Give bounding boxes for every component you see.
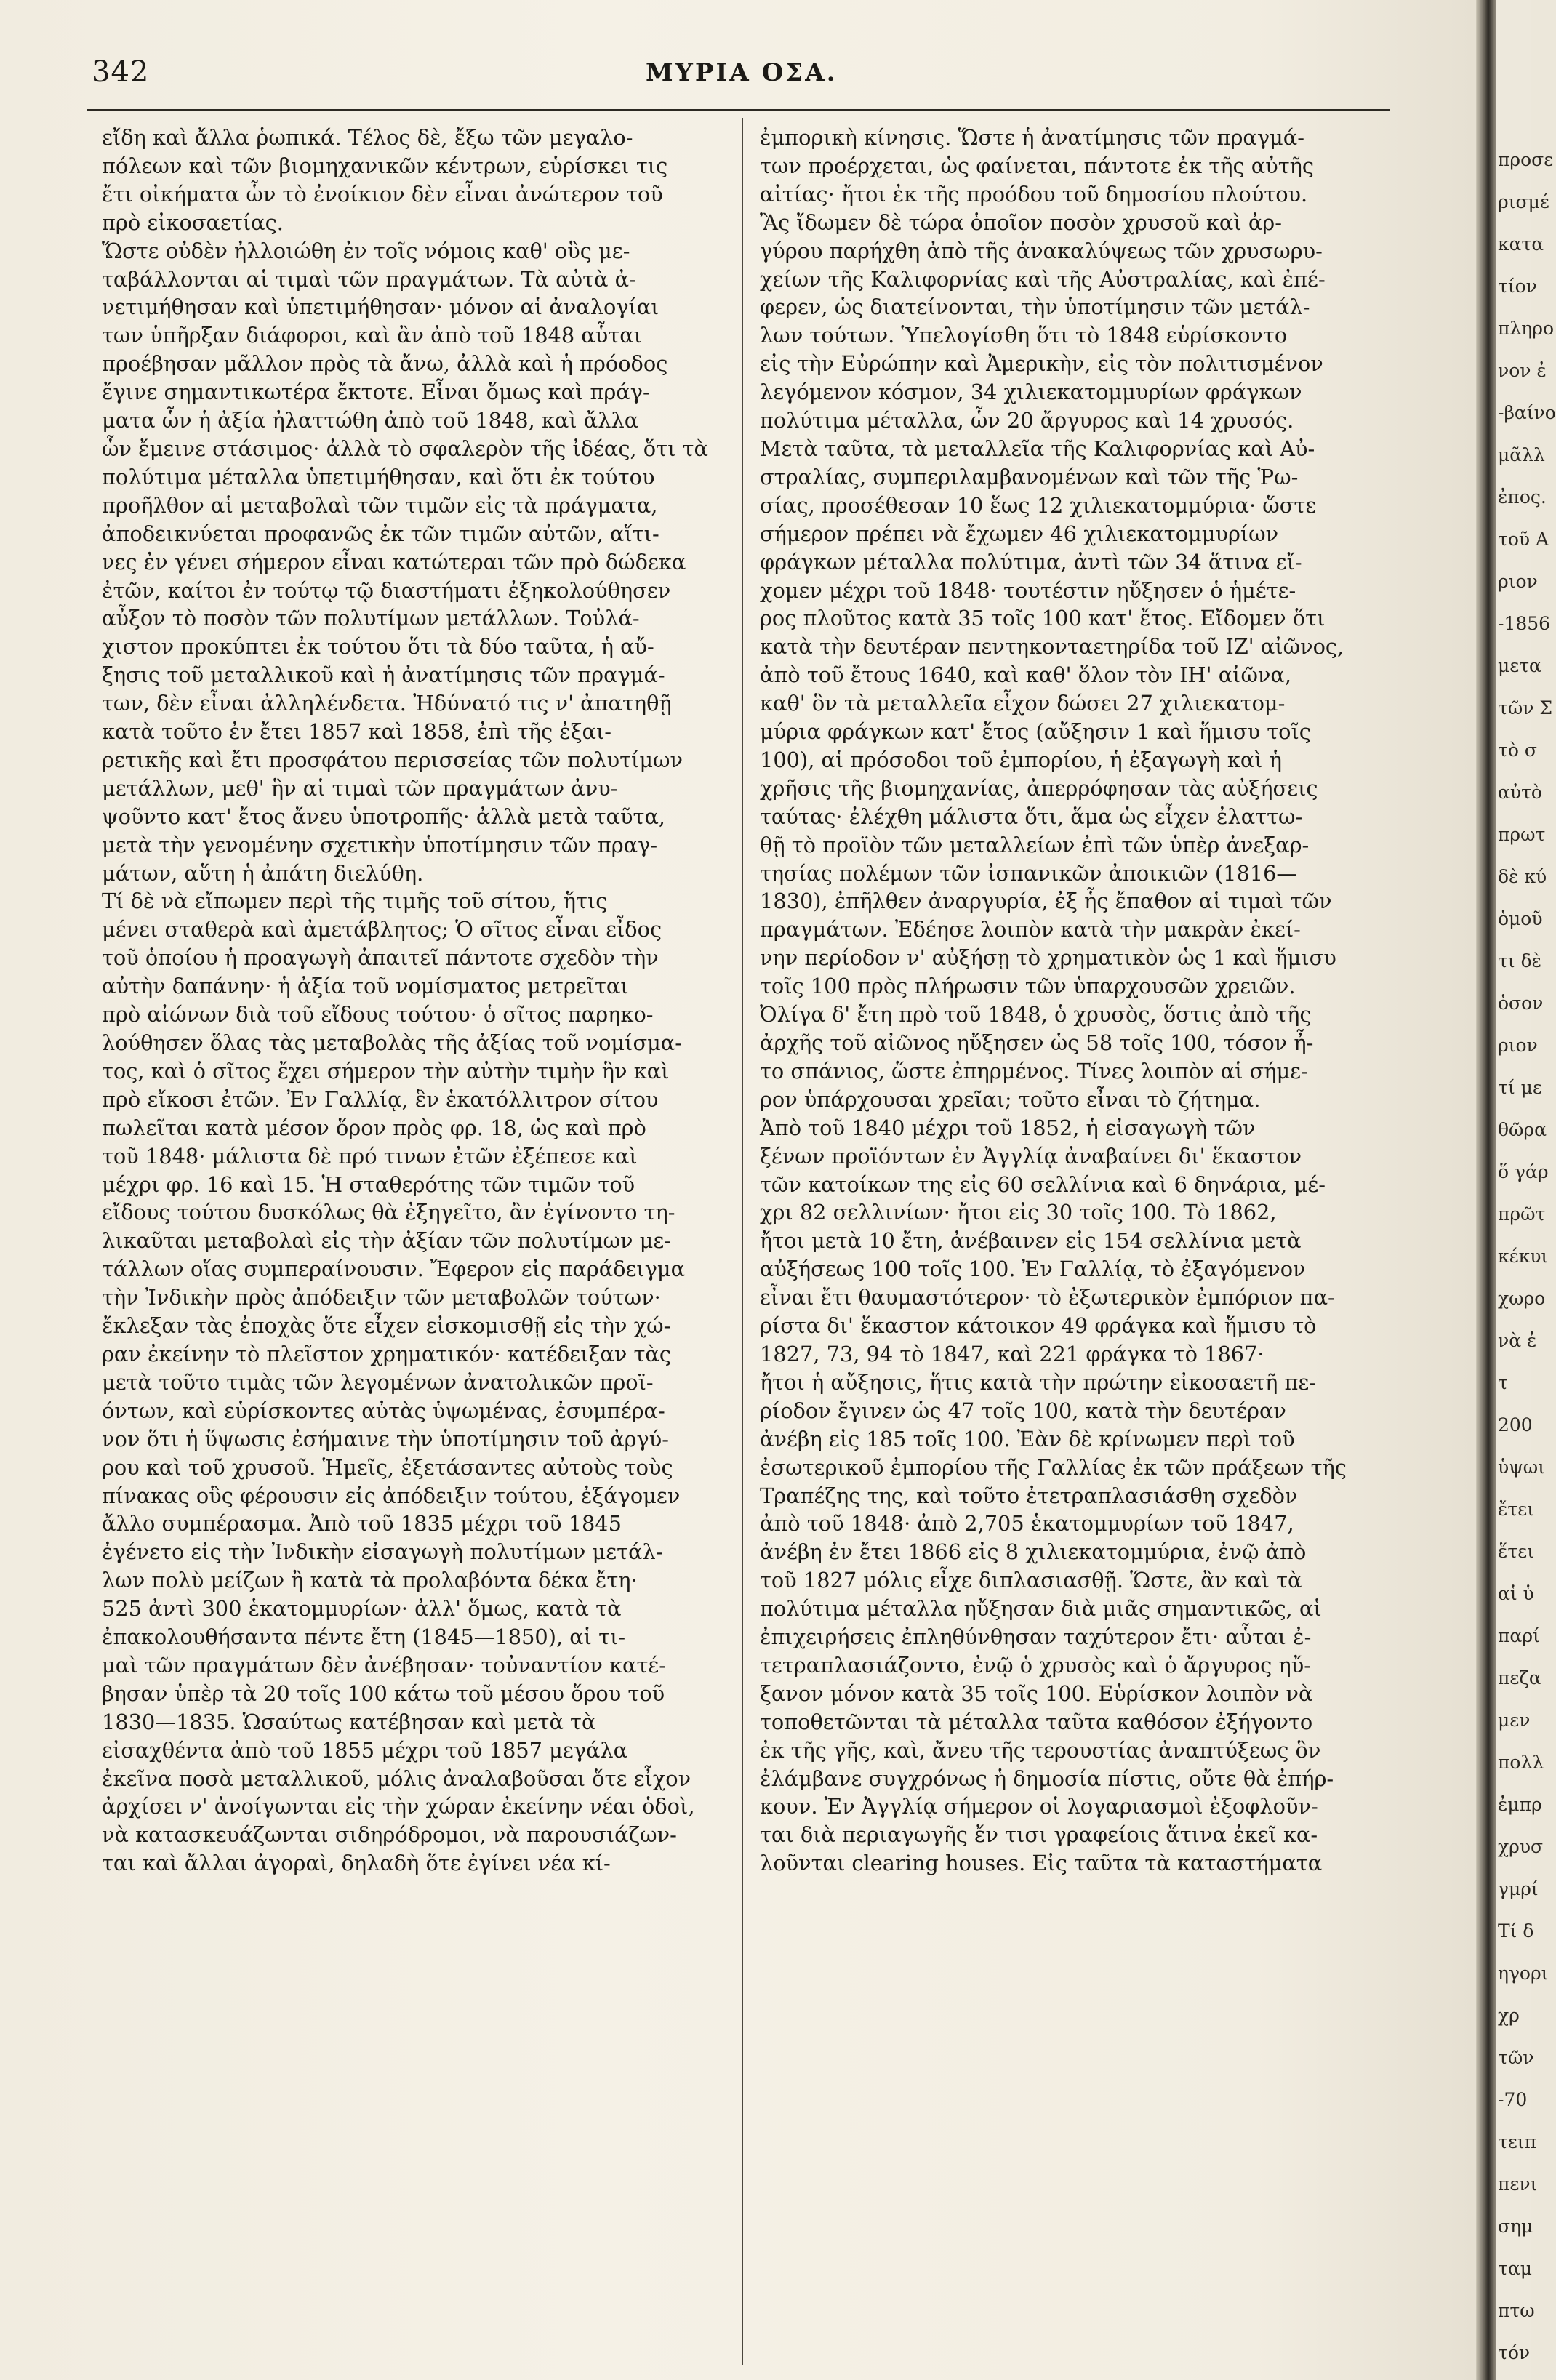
adjacent-page-fragment: μετα: [1498, 655, 1541, 676]
adjacent-page-fragment: πληρο: [1498, 318, 1555, 339]
paragraph: Ἀπὸ τοῦ 1840 μέχρι τοῦ 1852, ἡ εἰσαγωγὴ τῶν ξένων προϊόντων ἐν Ἀγγλίᾳ ἀναβαίνει δι' ἕκαστον τῶν κατοίκων της εἰς 60 σελλίνια καὶ 6 δηνάρια, μέ- χρι 82 σελλινίων· ἤτοι εἰς 30 τοῖς 100. Τὸ 1862, ἤτοι μετὰ 10 ἔτη, ἀνέβαινεν εἰς 154 σελλίνια μετὰ αὐξήσεως 100 τοῖς 100. Ἐν Γαλλίᾳ, τὸ ἐξαγόμενον εἶναι ἔτι θαυμαστότερον· τὸ ἐξωτερικὸν ἐμπόριον πα- ρίστα δι' ἕκαστον κάτοικον 49 φράγκα καὶ ἥμισυ τὸ 1827, 73, 94 τὸ 1847, καὶ 221 φράγκα τὸ 1867· ἤτοι ἡ αὔξησις, ἥτις κατὰ τὴν πρώτην εἰκοσαετῆ πε- ρίοδον ἔγινεν ὡς 47 τοῖς 100, κατὰ τὴν δευτέραν ἀνέβη εἰς 185 τοῖς 100. Ἐὰν δὲ κρίνωμεν περὶ τοῦ ἐσωτερικοῦ ἐμπορίου τῆς Γαλλίας ἐκ τῶν πράξεων τῆς Τραπέζης της, καὶ τοῦτο ἐτετραπλασιάσθη σχεδὸν ἀπὸ τοῦ 1848· ἀπὸ 2,705 ἑκατομμυρίων τοῦ 1847, ἀνέβη ἐν ἔτει 1866 εἰς 8 χιλιεκατομμύρια, ἐνῷ ἀπὸ τοῦ 1827 μόλις εἶχε διπλασιασθῇ. Ὥστε, ἂν καὶ τὰ πολύτιμα μέταλλα ηὔξησαν διὰ μιᾶς σημαντικῶς, αἱ ἐπιχειρήσεις ἐπληθύνθησαν ταχύτερον ἔτι· αὗται ἐ- τετραπλασιάζοντο, ἐνῷ ὁ χρυσὸς καὶ ὁ ἄργυρος ηὔ- ξανον μόνον κατὰ 35 τοῖς 100. Εὑρίσκον λοιπὸν νὰ τοποθετῶνται τὰ μέταλλα ταῦτα καθόσον ἐξήγοντο ἐκ τῆς γῆς, καὶ, ἄνευ τῆς τερουστίας ἀναπτύξεως ὃν ἐλάμβανε συγχρόνως ἡ δημοσία πίστις, οὔτε θὰ ἐπήρ- κουν. Ἐν Ἀγγλίᾳ σήμερον οἱ λογαριασμοὶ ἐξοφλοῦν- ται διὰ περιαγωγῆς ἔν τισι γραφείοις ἅτινα ἐκεῖ κα- λοῦνται clearing houses. Εἰς ταῦτα τὰ καταστήματα: [760, 1115, 1347, 1876]
adjacent-page-fragment: παρί: [1498, 1625, 1540, 1646]
adjacent-page-fragment: ηγορι: [1498, 1963, 1549, 1984]
paragraph: ἐμπορικὴ κίνησις. Ὥστε ἡ ἀνατίμησις τῶν πραγμά- των προέρχεται, ὡς φαίνεται, πάντοτε ἐκ τῆς αὐτῆς αἰτίας· ἤτοι ἐκ τῆς προόδου τοῦ δημοσίου πλούτου.: [760, 125, 1315, 207]
header-rule: [87, 109, 1390, 111]
adjacent-page-fragment: πρωτ: [1498, 824, 1546, 845]
adjacent-page-fragment: ἐπος.: [1498, 486, 1547, 508]
adjacent-page-fragment: πτω: [1498, 2300, 1535, 2321]
adjacent-page-fragment: μεν: [1498, 1710, 1531, 1731]
paragraph: Ὥστε οὐδὲν ἠλλοιώθη ἐν τοῖς νόμοις καθ' οὓς με- ταβάλλονται αἱ τιμαὶ τῶν πραγμάτων. Τὰ αὐτὰ ἀ- νετιμήθησαν καὶ ὑπετιμήθησαν· μόνον αἱ ἀναλογίαι των ὑπῆρξαν διάφοροι, καὶ ἂν ἀπὸ τοῦ 1848 αὗται προέβησαν μᾶλλον πρὸς τὰ ἄνω, ἀλλὰ καὶ ἡ πρόοδος ἔγινε σημαντικωτέρα ἔκτοτε. Εἶναι ὅμως καὶ πράγ- ματα ὧν ἡ ἀξία ἠλαττώθη ἀπὸ τοῦ 1848, καὶ ἄλλα ὧν ἔμεινε στάσιμος· ἀλλὰ τὸ σφαλερὸν τῆς ἰδέας, ὅτι τὰ πολύτιμα μέταλλα ὑπετιμήθησαν, καὶ ὅτι ἐκ τούτου προῆλθον αἱ μεταβολαὶ τῶν τιμῶν εἰς τὰ πράγματα, ἀποδεικνύεται προφανῶς ἐκ τῶν τιμῶν αὐτῶν, αἵτι- νες ἐν γένει σήμερον εἶναι κατώτεραι τῶν πρὸ δώδεκα ἐτῶν, καίτοι ἐν τούτῳ τῷ διαστήματι ἐξηκολούθησεν αὖξον τὸ ποσὸν τῶν πολυτίμων μετάλλων. Τοὐλά- χιστον προκύπτει ἐκ τούτου ὅτι τὰ δύο ταῦτα, ἡ αὔ- ξησις τοῦ μεταλλικοῦ καὶ ἡ ἀνατίμησις τῶν πραγμά- των, δὲν εἶναι ἀλληλένδετα. Ἠδύνατό τις ν' ἀπατηθῇ κατὰ τοῦτο ἐν ἔτει 1857 καὶ 1858, ἐπὶ τῆς ἐξαι- ρετικῆς καὶ ἔτι προσφάτου περισσείας τῶν πολυτίμων μετάλλων, μεθ' ἣν αἱ τιμαὶ τῶν πραγμάτων ἀνυ- ψοῦντο κατ' ἔτος ἄνευ ὑποτροπῆς· ἀλλὰ μετὰ ταῦτα, μετὰ τὴν γενομένην σχετικὴν ὑποτίμησιν τῶν πραγ- μάτων, αὕτη ἡ ἀπάτη διελύθη.: [102, 238, 708, 886]
adjacent-page-fragment: ριον: [1498, 571, 1538, 592]
adjacent-page-fragment: ὑψωι: [1498, 1457, 1545, 1478]
adjacent-page-fragment: πολλ: [1498, 1752, 1544, 1773]
adjacent-page-fragment: χρ: [1498, 2005, 1520, 2026]
page-number: 342: [92, 55, 150, 89]
adjacent-page-fragment: τὸ σ: [1498, 740, 1537, 761]
adjacent-page-fragment: πεζα: [1498, 1667, 1541, 1688]
adjacent-page-fragment: ταμ: [1498, 2258, 1532, 2279]
adjacent-page-fragment: μᾶλλ: [1498, 444, 1545, 465]
adjacent-page-fragment: Τί δ: [1498, 1920, 1534, 1942]
adjacent-page-fragment: ἕτει: [1498, 1541, 1534, 1562]
adjacent-page-fragment: -70: [1498, 2089, 1528, 2110]
column-divider: [742, 118, 743, 2365]
adjacent-page-strip: [1496, 0, 1556, 2380]
adjacent-page-fragment: αὐτὸ: [1498, 782, 1542, 803]
running-title: ΜΥΡΙΑ ΟΣΑ.: [646, 58, 838, 87]
adjacent-page-fragment: γμρί: [1498, 1878, 1539, 1899]
adjacent-page-fragment: ἐμπρ: [1498, 1794, 1542, 1815]
adjacent-page-fragment: χρυσ: [1498, 1836, 1544, 1857]
right-column: [760, 124, 1385, 1878]
adjacent-page-fragment: πενι: [1498, 2173, 1538, 2195]
adjacent-page-fragment: αἱ ὑ: [1498, 1583, 1534, 1604]
adjacent-page-fragment: -βαίνο: [1498, 402, 1556, 423]
adjacent-page-fragment: ὁσον: [1498, 993, 1544, 1014]
page-header: [0, 51, 1476, 95]
adjacent-page-fragment: δὲ κύ: [1498, 866, 1547, 887]
adjacent-page-fragment: -1856: [1498, 613, 1551, 634]
adjacent-page-fragment: ὁμοῦ: [1498, 908, 1543, 929]
adjacent-page-fragment: θῶρα: [1498, 1119, 1547, 1140]
adjacent-page-fragment: κατα: [1498, 233, 1544, 255]
adjacent-page-fragment: ἔτει: [1498, 1499, 1534, 1520]
adjacent-page-fragment: τειπ: [1498, 2131, 1537, 2152]
adjacent-page-fragment: νον ἐ: [1498, 360, 1547, 381]
adjacent-page-fragment: τι δὲ: [1498, 950, 1542, 971]
adjacent-page-fragment: προσε: [1498, 149, 1554, 170]
adjacent-page-fragment: ριον: [1498, 1035, 1538, 1056]
adjacent-page-fragment: χωρο: [1498, 1288, 1546, 1309]
adjacent-page-fragment: κέκυι: [1498, 1246, 1549, 1267]
left-column: [102, 124, 721, 1878]
adjacent-page-fragment: τ: [1498, 1372, 1508, 1393]
adjacent-page-fragment: ρισμέ: [1498, 191, 1549, 212]
adjacent-page-fragment: τί με: [1498, 1077, 1542, 1098]
adjacent-page-fragment: τῶν: [1498, 2047, 1534, 2068]
book-gutter: [1476, 0, 1496, 2380]
adjacent-page-fragment: τοῦ Α: [1498, 529, 1549, 550]
adjacent-page-fragment: τίον: [1498, 276, 1537, 297]
paragraph: Ἂς ἴδωμεν δὲ τώρα ὁποῖον ποσὸν χρυσοῦ καὶ ἀρ- γύρου παρήχθη ἀπὸ τῆς ἀνακαλύψεως τῶν χρυσωρυ- χείων τῆς Καλιφορνίας καὶ τῆς Αὐστραλίας, καὶ ἐπέ- φερεν, ὡς διατείνονται, τὴν ὑποτίμησιν τῶν μετάλ- λων τούτων. Ὑπελογίσθη ὅτι τὸ 1848 εὑρίσκοντο εἰς τὴν Εὐρώπην καὶ Ἀμερικὴν, εἰς τὸν πολιτισμένον λεγόμενον κόσμον, 34 χιλιεκατομμυρίων φράγκων πολύτιμα μέταλλα, ὧν 20 ἄργυρος καὶ 14 χρυσός. Μετὰ ταῦτα, τὰ μεταλλεῖα τῆς Καλιφορνίας καὶ Αὐ- στραλίας, συμπεριλαμβανομένων καὶ τῶν τῆς Ῥω- σίας, προσέθεσαν 10 ἕως 12 χιλιεκατομμύρια· ὥστε σήμερον πρέπει νὰ ἔχωμεν 46 χιλιεκατομμυρίων φράγκων μέταλλα πολύτιμα, ἀντὶ τῶν 34 ἅτινα εἴ- χομεν μέχρι τοῦ 1848· τουτέστιν ηὔξησεν ὁ ἡμέτε- ρος πλοῦτος κατὰ 35 τοῖς 100 κατ' ἔτος. Εἴδομεν ὅτι κατὰ τὴν δευτέραν πεντηκονταετηρίδα τοῦ ΙΖ' αἰῶνος, ἀπὸ τοῦ ἔτους 1640, καὶ καθ' ὅλον τὸν ΙΗ' αἰῶνα, καθ' ὃν τὰ μεταλλεῖα εἶχον δώσει 27 χιλιεκατομ- μύρια φράγκων κατ' ἔτος (αὔξησιν 1 καὶ ἥμισυ τοῖς 100), αἱ πρόσοδοι τοῦ ἐμπορίου, ἡ ἐξαγωγὴ καὶ ἡ χρῆσις τῆς βιομηχανίας, ἀπερρόφησαν τὰς αὐξήσεις ταύτας· ἐλέχθη μάλιστα ὅτι, ἅμα ὡς εἶχεν ἐλαττω- θῇ τὸ προϊὸν τῶν μεταλλείων ἐπὶ τῶν ὑπὲρ ἀνεξαρ- τησίας πολέμων τῶν ἰσπανικῶν ἀποικιῶν (1816— 1830), ἐπῆλθεν ἀναργυρία, ἐξ ἧς ἔπαθον αἱ τιμαὶ τῶν πραγμάτων. Ἐδέησε λοιπὸν κατὰ τὴν μακρὰν ἐκεί- νην περίοδον ν' αὐξήσῃ τὸ χρηματικὸν ὡς 1 καὶ ἥμισυ τοῖς 100 πρὸς πλήρωσιν τῶν ὑπαρχουσῶν χρειῶν. Ὀλίγα δ' ἔτη πρὸ τοῦ 1848, ὁ χρυσὸς, ὅστις ἀπὸ τῆς ἀρχῆς τοῦ αἰῶνος ηὔξησεν ὡς 58 τοῖς 100, τόσον ἦ- το σπάνιος, ὥστε ἐπηρμένος. Τίνες λοιπὸν αἱ σήμε- ρον ὑπάρχουσαι χρεῖαι; τοῦτο εἶναι τὸ ζήτημα.: [760, 209, 1344, 1112]
paragraph: Τί δὲ νὰ εἴπωμεν περὶ τῆς τιμῆς τοῦ σίτου, ἥτις μένει σταθερὰ καὶ ἀμετάβλητος; Ὁ σῖτος εἶναι εἶδος τοῦ ὁποίου ἡ προαγωγὴ ἀπαιτεῖ πάντοτε σχεδὸν τὴν αὐτὴν δαπάνην· ἡ ἀξία τοῦ νομίσματος μετρεῖται πρὸ αἰώνων διὰ τοῦ εἴδους τούτου· ὁ σῖτος παρηκο- λούθησεν ὅλας τὰς μεταβολὰς τῆς ἀξίας τοῦ νομίσμα- τος, καὶ ὁ σῖτος ἔχει σήμερον τὴν αὐτὴν τιμὴν ἣν καὶ πρὸ εἴκοσι ἐτῶν. Ἐν Γαλλίᾳ, ἓν ἑκατόλλιτρον σίτου πωλεῖται κατὰ μέσον ὅρον πρὸς φρ. 18, ὡς καὶ πρὸ τοῦ 1848· μάλιστα δὲ πρό τινων ἐτῶν ἐξέπεσε καὶ μέχρι φρ. 16 καὶ 15. Ἡ σταθερότης τῶν τιμῶν τοῦ εἴδους τούτου δυσκόλως θὰ ἐξηγεῖτο, ἂν ἐγίνοντο τη- λικαῦται μεταβολαὶ εἰς τὴν ἀξίαν τῶν πολυτίμων με- τάλλων οἵας συμπεραίνουσιν. Ἔφερον εἰς παράδειγμα τὴν Ἰνδικὴν πρὸς ἀπόδειξιν τῶν μεταβολῶν τούτων· ἔκλεξαν τὰς ἐποχὰς ὅτε εἶχεν εἰσκομισθῇ εἰς τὴν χώ- ραν ἐκείνην τὸ πλεῖστον χρηματικόν· κατέδειξαν τὰς μετὰ τοῦτο τιμὰς τῶν λεγομένων ἀνατολικῶν προϊ- όντων, καὶ εὑρίσκοντες αὐτὰς ὑψωμένας, ἐσυμπέρα- νον ὅτι ἡ ὕψωσις ἐσήμαινε τὴν ὑποτίμησιν τοῦ ἀργύ- ρου καὶ τοῦ χρυσοῦ. Ἡμεῖς, ἐξετάσαντες αὐτοὺς τοὺς πίνακας οὓς φέρουσιν εἰς ἀπόδειξιν τούτου, ἐξάγομεν ἄλλο συμπέρασμα. Ἀπὸ τοῦ 1835 μέχρι τοῦ 1845 ἐγένετο εἰς τὴν Ἰνδικὴν εἰσαγωγὴ πολυτίμων μετάλ- λων πολὺ μείζων ἢ κατὰ τὰ προλαβόντα δέκα ἔτη· 525 ἀντὶ 300 ἑκατομμυρίων· ἀλλ' ὅμως, κατὰ τὰ ἐπακολουθήσαντα πέντε ἔτη (1845—1850), αἱ τι- μαὶ τῶν πραγμάτων δὲν ἀνέβησαν· τοὐναντίον κατέ- βησαν ὑπὲρ τὰ 20 τοῖς 100 κάτω τοῦ μέσου ὅρου τοῦ 1830—1835. Ὡσαύτως κατέβησαν καὶ μετὰ τὰ εἰσαχθέντα ἀπὸ τοῦ 1855 μέχρι τοῦ 1857 μεγάλα ἐκεῖνα ποσὰ μεταλλικοῦ, μόλις ἀναλαβοῦσαι ὅτε εἶχον ἀρχίσει ν' ἀνοίγωνται εἰς τὴν χώραν ἐκείνην νέαι ὁδοὶ, νὰ κατασκευάζωνται σιδηρόδρομοι, νὰ παρουσιάζων- ται καὶ ἄλλαι ἀγοραὶ, δηλαδὴ ὅτε ἐγίνει νέα κί-: [102, 889, 695, 1876]
adjacent-page-fragment: σημ: [1498, 2216, 1533, 2237]
adjacent-page-fragment: ὅ γάρ: [1498, 1161, 1549, 1182]
paragraph: εἴδη καὶ ἄλλα ῥωπικά. Τέλος δὲ, ἔξω τῶν μεγαλο- πόλεων καὶ τῶν βιομηχανικῶν κέντρων, εὑρίσκει τις ἔτι οἰκήματα ὧν τὸ ἐνοίκιον δὲν εἶναι ἀνώτερον τοῦ πρὸ εἰκοσαετίας.: [102, 125, 668, 235]
adjacent-page-fragment: τόν: [1498, 2342, 1531, 2363]
adjacent-page-fragment: 200: [1498, 1414, 1533, 1435]
adjacent-page-fragment: τῶν Σ: [1498, 697, 1553, 718]
adjacent-page-fragment: νὰ ἐ: [1498, 1330, 1537, 1351]
adjacent-page-fragment: πρῶτ: [1498, 1203, 1546, 1225]
